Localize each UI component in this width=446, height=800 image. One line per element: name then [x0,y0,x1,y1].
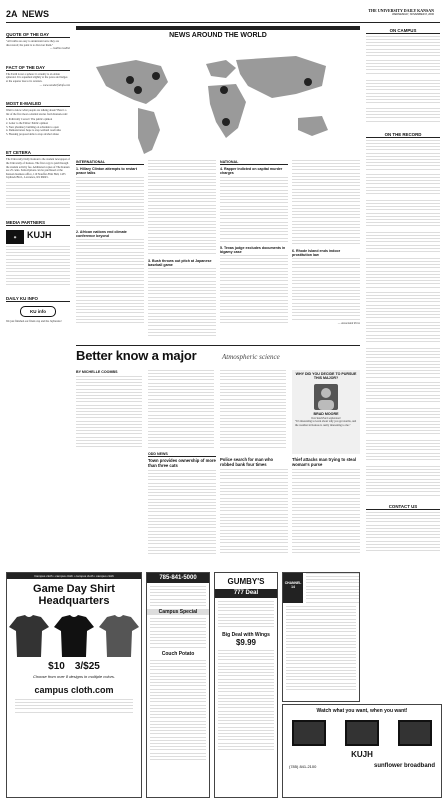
story-headline[interactable]: 3. Bush throws out pitch at Japanese baseball game [148,259,212,268]
divider [6,301,70,302]
sunflower-footer [283,759,441,769]
story-headline[interactable]: 6. Rhode Island ends indoor prostitution law [292,249,341,258]
story-body-text [292,160,360,246]
shirt-store[interactable]: campus cloth.com [34,685,114,695]
contact-title: CONTACT US [388,504,418,509]
divider [6,225,70,226]
media-partners-text [6,246,70,286]
world-news-column-3 [220,160,288,343]
record-item [366,200,440,228]
odd-news-column-3 [292,452,360,564]
record-item [366,258,440,288]
gumbys-price: $9.99 [235,638,257,647]
on-campus-item [366,60,440,76]
divider [6,37,70,38]
story-headline[interactable]: Police search for man who robbed bank four times [220,457,274,467]
left-sidebar [6,26,70,646]
story-body-text [292,469,360,555]
channel-label: CHANNEL 14 [283,573,303,603]
ku-tv-logo: KUJH [351,750,373,759]
tv-icon [345,720,379,746]
record-item [366,440,440,462]
record-item [366,292,440,318]
why-title: WHY DID YOU DECIDE TO PURSUE THIS MAJOR? [295,372,357,381]
press-credit: — Associated Press [337,322,360,326]
tv-icon [398,720,432,746]
story-headline[interactable]: Thief attacks man trying to steal woman's purse [292,457,356,467]
world-map-svg [76,42,360,160]
most-emailed-item[interactable]: 5. Housing proposal aims to stop alcohol abuse [6,132,59,136]
world-news-column-4 [292,160,360,343]
most-emailed-item[interactable]: 4. Demonstrators hope to stop wetland road talks [6,129,61,133]
odd-news-column-2 [220,452,288,564]
pizza-ad-phone: 785-841-5000 [147,573,209,583]
story-body-text [220,255,288,325]
world-news-column-2 [148,160,216,343]
map-marker [134,86,142,94]
divider [6,106,70,107]
person-name: BRAD MOORE [313,412,339,417]
t-shirt-icon [54,613,94,657]
pizza-ad-couch: Couch Potato [161,651,195,657]
ku-info-logo: KU info [20,306,56,317]
story-headline[interactable]: 5. Texas judge excludes documents in bigamy case [220,245,286,254]
section-name: NEWS [22,9,49,19]
story-headline[interactable]: 1. Hillary Clinton attempts to restart peace talks [76,167,137,176]
t-shirt-icon [9,613,49,657]
record-item [366,382,440,404]
record-item [366,322,440,344]
record-item [366,348,440,378]
channel-ad-text [286,606,356,692]
kjhk-logo-icon: ◉ [6,230,24,244]
shirt-ad[interactable] [6,572,142,798]
gumbys-ad-text [218,650,274,750]
map-marker [220,86,228,94]
feature-byline: BY MICHELLE COOMBS [76,370,118,374]
shirt-ad-title: Game Day Shirt Headquarters [33,583,115,607]
map-marker [222,118,230,126]
story-body-text [148,160,216,256]
divider [6,70,70,71]
fact-source: — www.wonderfulinfo.com [39,83,70,87]
fact-text: The Earth is not a sphere: it actually is an oblate spheroid. It is squashed slightly at the poles and bulges at the equator due to its rotation. [6,72,68,83]
map-marker [304,78,312,86]
right-column [366,26,440,702]
story-headline[interactable]: 4. Rapper indicted on capital murder charges [220,167,283,176]
divider [366,33,440,34]
daily-ku-info-title: DAILY KU INFO [6,295,38,301]
channel-phone: (785) 841-2100 [289,763,317,769]
feature-body [76,370,286,448]
paper-date: WEDNESDAY, NOVEMBER 8, 2006 [392,13,434,16]
shirt-images [7,613,141,657]
most-emailed-item[interactable]: 3. New pharmacy building on schedule to open [6,125,59,129]
feature-kicker: Atmospheric science [222,353,280,361]
pizza-ad-special: Campus Special [147,609,209,615]
kujh-logo: KUJH [27,229,52,240]
gumbys-ad[interactable] [214,572,278,798]
channel-ad-text [306,573,359,603]
feature-rule [76,345,360,346]
world-news-section [76,160,360,343]
shirt-ad-strip: Campus cloth • campus cloth • campus cloth • campus cloth [7,573,141,579]
map-title: NEWS AROUND THE WORLD [169,32,267,39]
world-news-column-1 [76,160,144,343]
gumbys-name: GUMBY'S [227,577,265,586]
record-item [366,174,440,196]
shirt-pricing [7,661,141,672]
gumbys-phone: 777 Deal [215,589,277,598]
channel-ad[interactable] [282,572,360,702]
pizza-ad-text [150,586,206,606]
sunflower-logo: sunflower broadband [373,763,435,769]
on-campus-item [366,80,440,104]
person-role: Overland Park sophomore [311,416,341,420]
record-item [366,466,440,496]
record-item [366,408,440,436]
feature-body-text [148,370,214,448]
story-body-text [76,239,144,325]
odd-news-label: ODD NEWS [148,452,216,457]
record-item [366,140,440,170]
national-label: NATIONAL [220,160,288,165]
odd-news-section [148,452,360,564]
quote-author: — Galileo Galilei [49,47,70,51]
story-headline[interactable]: Town provides ownership of more than three cats [148,458,216,468]
shirt-store-address [15,699,133,715]
tv-icons [283,720,441,746]
t-shirt-icon [99,613,139,657]
divider [6,155,70,156]
story-body-text [292,258,360,322]
story-body-text [148,268,216,338]
daily-ku-info-text: We just finished our finals cup and the Jayhawks! [6,319,62,323]
odd-news-column-1 [148,452,216,564]
quote-title: QUOTE OF THE DAY [6,32,50,37]
page-number: 2A [6,9,18,19]
most-emailed-item[interactable]: 2. Letter to the Editor: Public opinion [6,121,49,125]
on-the-record-title: ON THE RECORD [384,132,422,137]
tv-icon [292,720,326,746]
pizza-ad[interactable] [146,572,210,798]
contact-text [366,512,440,552]
divider [366,137,440,138]
divider [366,509,440,510]
media-partners-title: MEDIA PARTNERS [6,219,46,225]
on-campus-item [366,108,440,124]
shirt-deal: 3/$25 [74,661,100,672]
on-campus-item [366,36,440,56]
quote-text: "All truths are easy to understand once they are discovered; the point is to discover them." [6,40,60,47]
pizza-ad-text [150,618,206,648]
header-rule [6,22,440,23]
story-body-text [148,470,216,556]
story-body-text [220,177,288,243]
feature-body-text [76,376,142,448]
page-header [6,8,442,22]
shirt-note: Choose from over 8 designs in multiple colors. [32,674,116,679]
world-map [76,42,360,160]
channel-ad-top [283,573,359,603]
why-box [292,370,360,454]
feature-body-text [220,370,286,448]
gumbys-deal: Big Deal with Wings [222,632,270,638]
international-label: INTERNATIONAL [76,160,144,165]
most-emailed-item[interactable]: 1. Politically Correct: The public opinion [6,118,53,122]
story-body-text [220,469,288,555]
pizza-ad-text [150,660,206,760]
feature-header [76,348,360,368]
gumbys-ad-text [218,601,274,629]
feature-title: Better know a major [76,348,197,363]
most-emailed-title: MOST E-MAILED [6,101,42,107]
ku-tv-tag: Watch what you want, when you want! [316,708,408,714]
etcetera-body-text [6,182,70,210]
person-quote: "It's interesting to learn about why you get storms, and the weather in Kansas is really interesting to me." [295,420,357,427]
map-marker [152,72,160,80]
story-body-text [76,177,144,227]
fact-title: FACT OF THE DAY [6,64,45,70]
sunflower-ad[interactable] [282,704,442,798]
student-photo [314,384,338,410]
on-campus-title: ON CAMPUS [389,28,417,33]
record-item [366,232,440,254]
etcetera-text: The University Daily Kansan is the student newspaper of the University of Kansas. The first copy is paid through the student activity fee. Additional copies of The Kansan are 25 cents. Subscriptions can be purchased at the Kansan business office, 119 Stauffer-Flint Hall, 1435 Jayhawk Blvd., Lawrence, KS 66045. [6,158,70,180]
story-headline[interactable]: 2. African nations end climate conference beyond [76,229,127,238]
most-emailed-intro: Want to know what people are talking about? Here's a list of the five most e-mailed stories from Kansan.com: [6,109,68,116]
etcetera-title: ET CETERA [6,150,31,156]
shirt-price: $10 [48,661,65,672]
media-partners-block [6,230,70,244]
person-icon [314,384,338,410]
map-top-bar [76,26,360,30]
paper-name: THE UNIVERSITY DAILY KANSAN [368,8,434,13]
map-marker [126,76,134,84]
